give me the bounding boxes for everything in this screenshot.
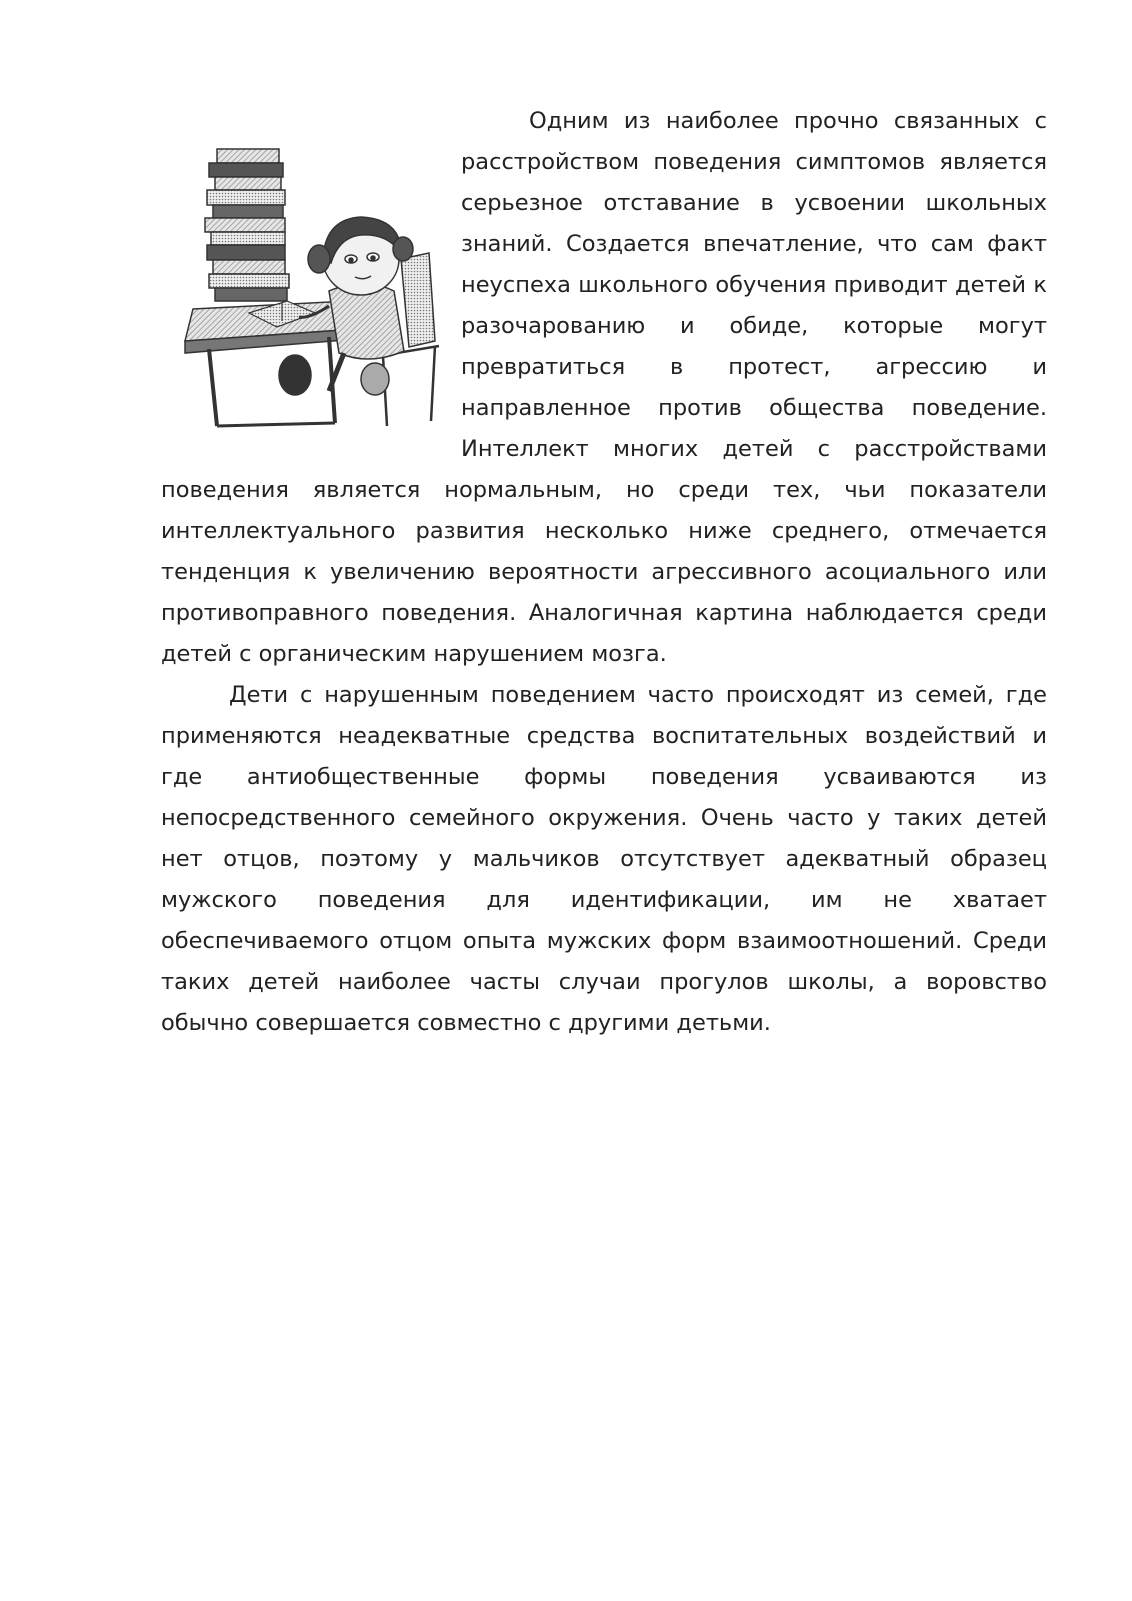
book-stack — [205, 149, 289, 301]
document-body — [161, 101, 1047, 1044]
paragraph-1 — [161, 101, 1047, 675]
student-with-books-illustration — [179, 141, 449, 431]
student-with-books-illustration-svg — [179, 141, 449, 431]
paragraph-2: Дети с нарушенным поведением часто происходят из семей, где применяются неадекватные средства воспитательных воздействий и где антиобщественные формы поведения усваиваются из непосредственного семейного окружения. Очень часто у таких детей нет отцов, поэтому у мальчиков отсутствует адекватный образец мужского поведения для идентификации, им не хватает обеспечиваемого отцом опыта мужских форм взаимоотношений. Среди таких детей наиболее часты случаи прогулов школы, а воровство обычно совершается совместно с другими детьми. — [161, 682, 1047, 1036]
paragraph-1-text: Одним из наиболее прочно связанных с расстройством поведения симптомов является серьезное отставание в усвоении школьных знаний. Создается впечатление, что сам факт неуспеха школьного обучения приводит детей к разочарованию и обиде, которые могут превратиться в протест, агрессию и направленное против общества поведение. Интеллект многих детей с расстройствами поведения является нормальным, но среди тех, чьи показатели интеллектуального развития несколько ниже среднего, отмечается тенденция к увеличению вероятности агрессивного асоциального или противоправного поведения. Аналогичная картина наблюдается среди детей с органическим нарушением мозга. — [161, 108, 1047, 667]
